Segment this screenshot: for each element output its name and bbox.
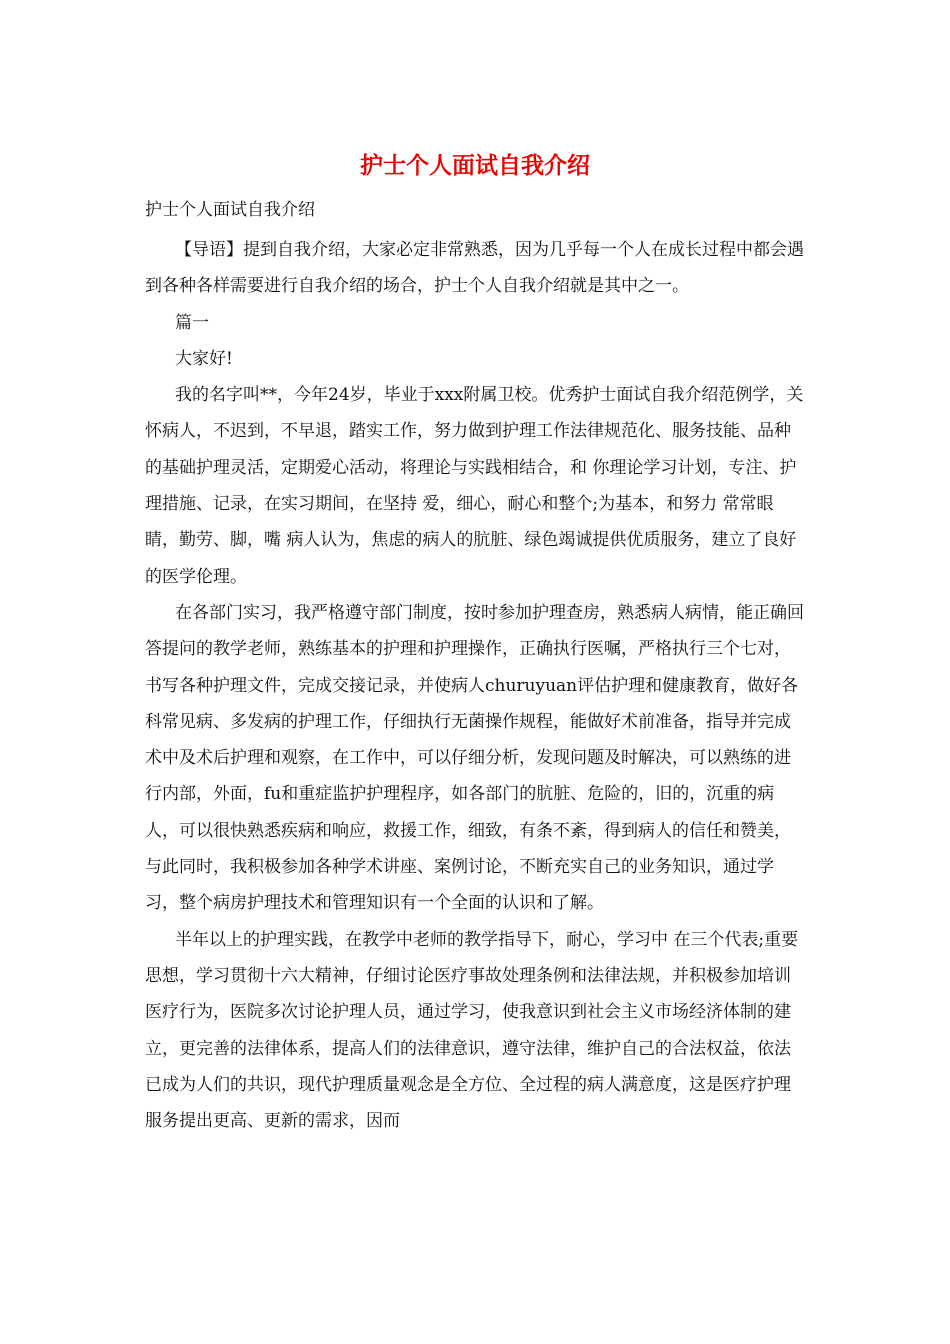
paragraph-practice: 半年以上的护理实践，在教学中老师的教学指导下，耐心，学习中 在三个代表;重要思想，学习贯彻十六大精神，仔细讨论医疗事故处理条例和法律法规，并积极参加培训医疗行为，医院多次讨论护理人员，通过学习，使我意识到社会主义市场经济体制的建立，更完善的法律体系，提高人们的法律意识，遵守法律，维护自己的合法权益，依法已成为人们的共识，现代护理质量观念是全方位、全过程的病人满意度，这是医疗护理服务提出更高、更新的需求，因而 bbox=[145, 929, 799, 1132]
paragraph-internship: 在各部门实习，我严格遵守部门制度，按时参加护理查房，熟悉病人病情，能正确回答提问的教学老师，熟练基本的护理和护理操作，正确执行医嘱，严格执行三个七对，书写各种护理文件，完成交接记录，并使病人churuyuan评估护理和健康教育，做好各科常见病、多发病的护理工作，仔细执行无菌操作规程，能做好术前准备，指导并完成术中及术后护理和观察，在工作中，可以仔细分析，发现问题及时解决，可以熟练的进行内部，外面，fu和重症监护护理程序，如各部门的肮脏、危险的，旧的，沉重的病人，可以很快熟悉疾病和响应，救援工作，细致，有条不紊，得到病人的信任和赞美，与此同时，我积极参加各种学术讲座、案例讨论，不断充实自己的业务知识，通过学习，整个病房护理技术和管理知识有一个全面的认识和了解。 bbox=[145, 602, 804, 914]
paragraph-self-introduction: 我的名字叫**，今年24岁，毕业于xxx附属卫校。优秀护士面试自我介绍范例学，关怀病人，不迟到，不早退，踏实工作，努力做到护理工作法律规范化、服务技能、品种的基础护理灵活，定期爱心活动，将理论与实践相结合，和 你理论学习计划，专注、护理措施、记录，在实习期间，在坚持 爱，细心，耐心和整个;为基本，和努力 常常眼睛，勤劳、脚，嘴 病人认为，焦虑的病人的肮脏、绿色竭诚提供优质服务，建立了良好的医学伦理。 bbox=[145, 385, 804, 587]
document-body bbox=[145, 232, 805, 1139]
document-title: 护士个人面试自我介绍 bbox=[360, 152, 590, 179]
document-subtitle: 护士个人面试自我介绍 bbox=[145, 200, 315, 220]
paragraph-section-heading: 篇一 bbox=[175, 312, 209, 333]
paragraph-greeting: 大家好! bbox=[175, 348, 233, 369]
paragraph-intro: 【导语】提到自我介绍，大家必定非常熟悉，因为几乎每一个人在成长过程中都会遇到各种各样需要进行自我介绍的场合，护士个人自我介绍就是其中之一。 bbox=[145, 240, 804, 297]
